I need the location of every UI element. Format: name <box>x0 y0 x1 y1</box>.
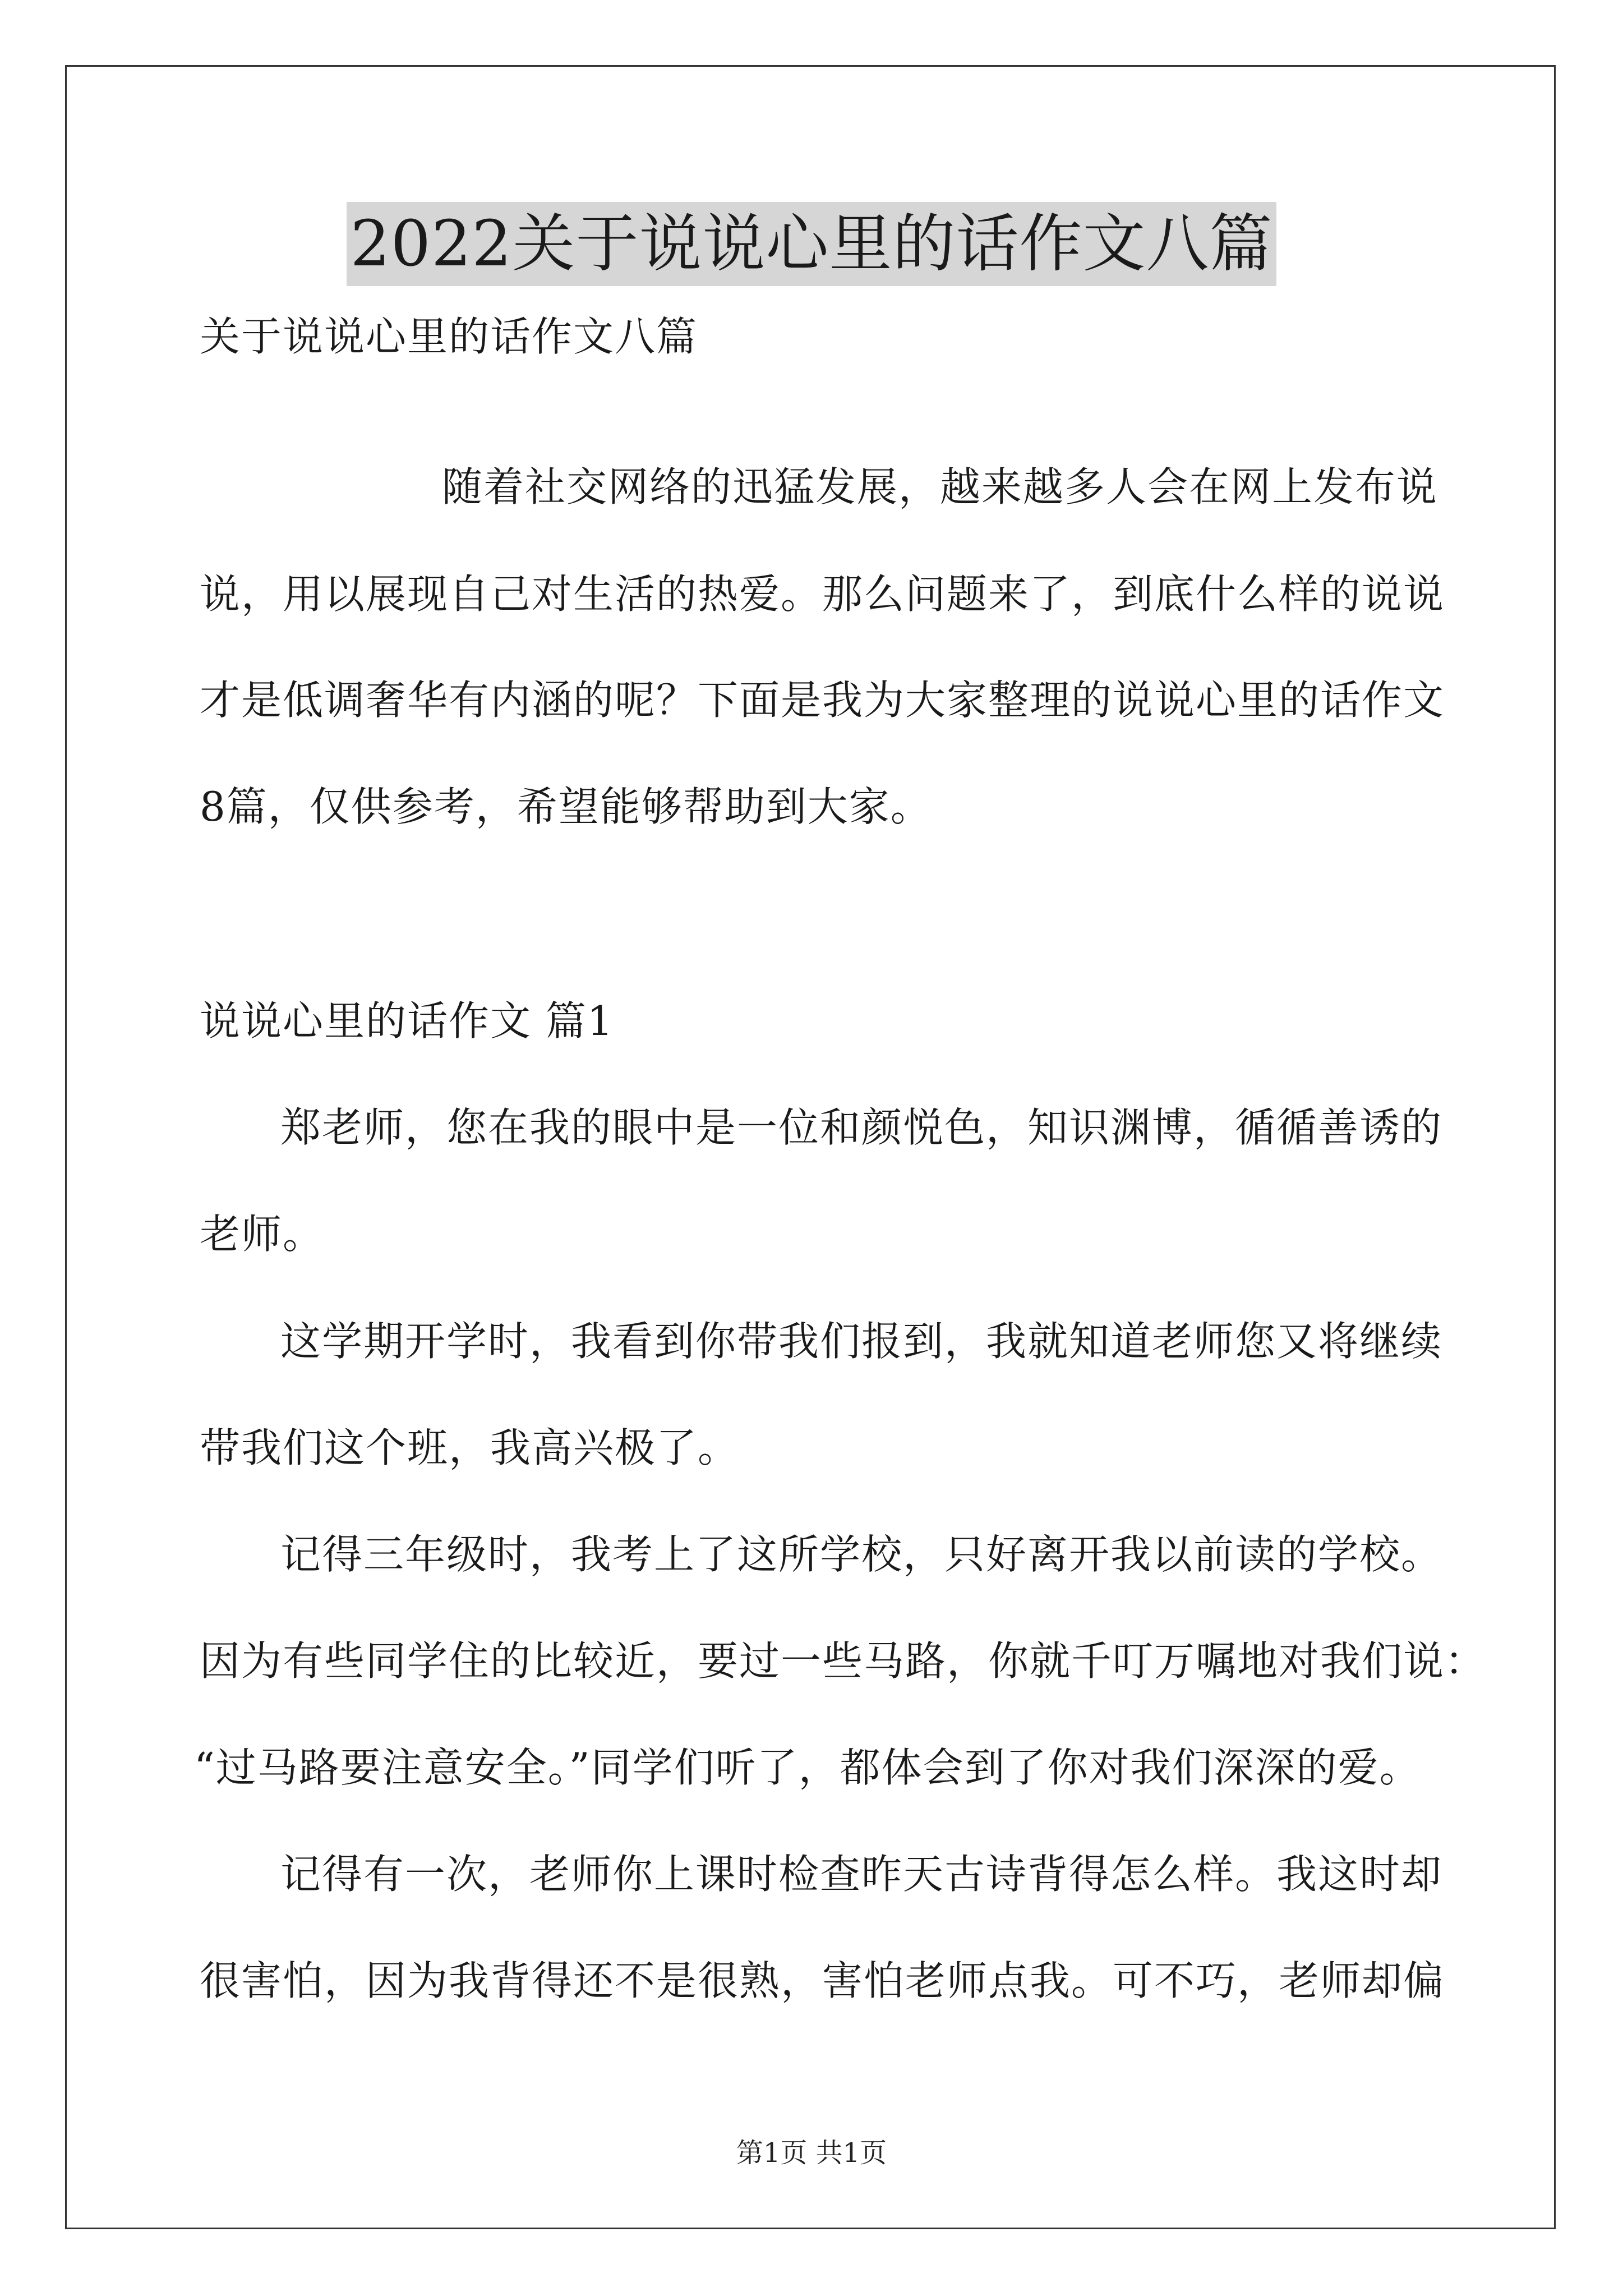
body-line-1: 郑老师，您在我的眼中是一位和颜悦色，知识渊博，循循善诱的 <box>280 1104 1443 1151</box>
body-line-7: “过马路要注意安全。”同学们听了，都体会到了你对我们深深的爱。 <box>194 1744 1421 1791</box>
intro-line-3: 才是低调奢华有内涵的呢？下面是我为大家整理的说说心里的话作文 <box>200 677 1445 724</box>
body-line-6: 因为有些同学住的比较近，要过一些马路，你就千叮万嘱地对我们说： <box>200 1637 1487 1685</box>
body-line-5: 记得三年级时，我考上了这所学校，只好离开我以前读的学校。 <box>280 1531 1443 1578</box>
intro-line-1: 随着社交网络的迅猛发展，越来越多人会在网上发布说 <box>442 463 1438 510</box>
body-line-3: 这学期开学时，我看到你带我们报到，我就知道老师您又将继续 <box>280 1318 1443 1365</box>
body-line-2: 老师。 <box>200 1211 325 1258</box>
document-subtitle: 关于说说心里的话作文八篇 <box>200 313 698 360</box>
intro-line-2: 说，用以展现自己对生活的热爱。那么问题来了，到底什么样的说说 <box>200 570 1445 618</box>
body-line-8: 记得有一次，老师你上课时检查昨天古诗背得怎么样。我这时却 <box>280 1851 1443 1898</box>
title-container <box>0 202 1623 286</box>
intro-line-4: 8篇，仅供参考，希望能够帮助到大家。 <box>200 783 932 830</box>
body-line-9: 很害怕，因为我背得还不是很熟，害怕老师点我。可不巧，老师却偏 <box>200 1957 1445 2004</box>
page-footer: 第1页 共1页 <box>736 2137 887 2169</box>
document-title: 2022关于说说心里的话作文八篇 <box>347 202 1276 286</box>
section-heading: 说说心里的话作文 篇1 <box>200 997 614 1045</box>
body-line-4: 带我们这个班，我高兴极了。 <box>200 1424 740 1471</box>
